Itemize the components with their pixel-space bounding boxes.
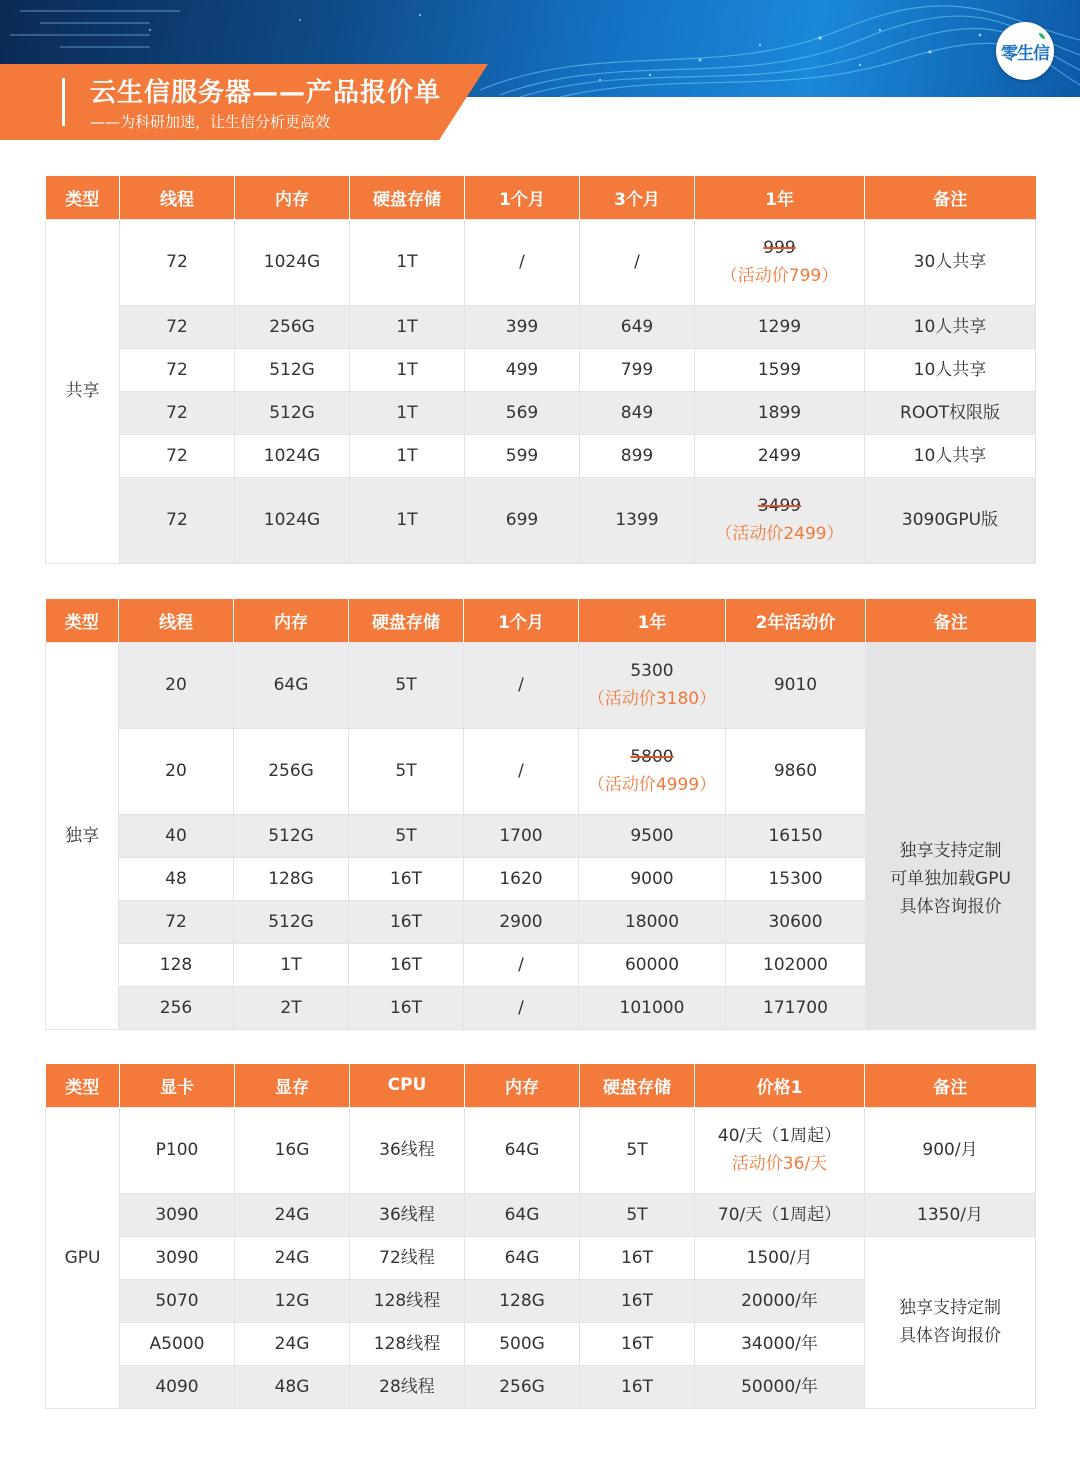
table-cell: 70/天（1周起）	[695, 1193, 865, 1236]
table-cell: 72	[120, 305, 235, 348]
page-subtitle: ——为科研加速，让生信分析更高效	[90, 113, 331, 131]
table-cell: 1500/月	[695, 1236, 865, 1279]
table-cell: 1700	[464, 814, 579, 857]
type-cell: 独享	[46, 642, 119, 1029]
table-cell: 1899	[695, 391, 865, 434]
table-cell: 256	[119, 986, 234, 1029]
table-cell: 72	[120, 434, 235, 477]
table-cell: 5070	[120, 1279, 235, 1322]
table-cell: 1399	[580, 477, 695, 563]
type-cell: 共享	[46, 219, 120, 563]
table-cell: 15300	[726, 857, 866, 900]
col-header: 显存	[235, 1064, 350, 1107]
table-cell: 16150	[726, 814, 866, 857]
original-price: 5800	[630, 747, 674, 767]
table-cell: 1299	[695, 305, 865, 348]
table-cell: 28线程	[350, 1365, 465, 1408]
col-header: 类型	[46, 176, 120, 219]
table-cell: 1T	[234, 943, 349, 986]
table-cell: 649	[580, 305, 695, 348]
col-header: CPU	[350, 1064, 465, 1107]
table-cell: 72	[120, 219, 235, 305]
table-header-row	[46, 176, 1036, 219]
table-row	[46, 434, 1036, 477]
table-cell: 171700	[726, 986, 866, 1029]
table-cell: 20	[119, 642, 234, 728]
table-cell: 9010	[726, 642, 866, 728]
table-cell: 899	[580, 434, 695, 477]
table-row	[46, 642, 1036, 728]
table-cell: 5T	[580, 1193, 695, 1236]
brand-logo	[996, 22, 1054, 80]
col-header: 3个月	[580, 176, 695, 219]
table-cell	[695, 219, 865, 305]
table-cell: 4090	[120, 1365, 235, 1408]
table-cell: 1T	[350, 219, 465, 305]
promo-price: （活动价4999）	[587, 775, 717, 795]
promo-price: （活动价3180）	[587, 689, 717, 709]
table-cell: 3090GPU版	[865, 477, 1036, 563]
table-cell: A5000	[120, 1322, 235, 1365]
table-cell: 569	[465, 391, 580, 434]
table-cell: 699	[465, 477, 580, 563]
table-cell	[695, 477, 865, 563]
table-cell: 10人共享	[865, 348, 1036, 391]
table-cell	[579, 642, 726, 728]
table-row	[46, 1193, 1036, 1236]
table-cell: 16T	[349, 900, 464, 943]
table-cell: 24G	[235, 1193, 350, 1236]
table-cell: 128线程	[350, 1322, 465, 1365]
promo-price: 活动价36/天	[731, 1154, 828, 1174]
table-cell: /	[464, 642, 579, 728]
table-cell: 10人共享	[865, 305, 1036, 348]
table-cell: 2T	[234, 986, 349, 1029]
table-row	[46, 728, 1036, 814]
table-cell: 2499	[695, 434, 865, 477]
table-header-row	[46, 1064, 1036, 1107]
promo-price: （活动价799）	[720, 266, 839, 286]
table-cell: 50000/年	[695, 1365, 865, 1408]
table-cell: 1024G	[235, 477, 350, 563]
col-header: 硬盘存储	[580, 1064, 695, 1107]
note-cell	[866, 728, 1036, 1029]
table-cell: 1T	[350, 348, 465, 391]
table-cell: 48G	[235, 1365, 350, 1408]
table-cell: 16G	[235, 1107, 350, 1193]
table-cell: 34000/年	[695, 1322, 865, 1365]
table-cell: 16T	[349, 943, 464, 986]
table-cell: 1T	[350, 305, 465, 348]
table-cell: ROOT权限版	[865, 391, 1036, 434]
table-cell: 1T	[350, 434, 465, 477]
table-cell: 24G	[235, 1236, 350, 1279]
col-header: 硬盘存储	[349, 599, 464, 642]
table-cell: 20000/年	[695, 1279, 865, 1322]
table-row	[46, 348, 1036, 391]
table-cell: 16T	[580, 1279, 695, 1322]
table-cell: 16T	[349, 857, 464, 900]
title-accent-bar	[62, 78, 65, 126]
original-price: 999	[763, 238, 796, 258]
table-cell: 256G	[234, 728, 349, 814]
table-row	[46, 219, 1036, 305]
col-header: 1个月	[465, 176, 580, 219]
col-header: 显卡	[120, 1064, 235, 1107]
table-cell: 128线程	[350, 1279, 465, 1322]
table-cell: 3090	[120, 1236, 235, 1279]
col-header: 价格1	[695, 1064, 865, 1107]
table-cell: /	[464, 728, 579, 814]
table-cell: 5T	[349, 642, 464, 728]
original-price: 3499	[757, 496, 802, 516]
table-cell: 36线程	[350, 1107, 465, 1193]
table-cell: /	[580, 219, 695, 305]
note-cell	[865, 1236, 1036, 1408]
table-cell: 500G	[465, 1322, 580, 1365]
col-header: 类型	[46, 599, 119, 642]
table-cell: 849	[580, 391, 695, 434]
table-cell: 399	[465, 305, 580, 348]
table-cell: /	[464, 986, 579, 1029]
table-cell: 9000	[579, 857, 726, 900]
table-cell: 512G	[235, 348, 350, 391]
table-cell: 72	[120, 348, 235, 391]
price: 40/天（1周起）	[717, 1126, 842, 1146]
table-cell: 20	[119, 728, 234, 814]
table-cell: 1T	[350, 391, 465, 434]
col-header: 1年	[579, 599, 726, 642]
table-cell: 48	[119, 857, 234, 900]
table-cell	[695, 1107, 865, 1193]
table-cell: 5T	[349, 814, 464, 857]
header-banner	[0, 0, 1080, 140]
col-header: 线程	[120, 176, 235, 219]
table-cell: /	[465, 219, 580, 305]
col-header: 硬盘存储	[350, 176, 465, 219]
original-price: 5300	[630, 661, 674, 681]
col-header: 1年	[695, 176, 865, 219]
type-cell: GPU	[46, 1107, 120, 1408]
table-cell: 72	[120, 391, 235, 434]
table-row	[46, 477, 1036, 563]
table-row	[46, 1236, 1036, 1279]
col-header: 2年活动价	[726, 599, 866, 642]
col-header: 内存	[465, 1064, 580, 1107]
table-cell: 256G	[235, 305, 350, 348]
table-cell: 18000	[579, 900, 726, 943]
promo-price: （活动价2499）	[715, 524, 844, 544]
table-cell: 1024G	[235, 434, 350, 477]
table-cell: 102000	[726, 943, 866, 986]
table-cell: 128G	[465, 1279, 580, 1322]
table-cell: 72	[120, 477, 235, 563]
table-cell: 30人共享	[865, 219, 1036, 305]
table-cell: 512G	[234, 814, 349, 857]
col-header: 内存	[234, 599, 349, 642]
gpu-price-table	[45, 1064, 1036, 1409]
page-title: 云生信服务器——产品报价单	[90, 78, 442, 108]
table-cell: 5T	[580, 1107, 695, 1193]
shared-price-table	[45, 176, 1036, 564]
exclusive-price-table	[45, 599, 1036, 1030]
table-cell: P100	[120, 1107, 235, 1193]
table-cell: /	[464, 943, 579, 986]
table-cell: 72线程	[350, 1236, 465, 1279]
table-cell: 512G	[234, 900, 349, 943]
table-cell: 60000	[579, 943, 726, 986]
col-header: 1个月	[464, 599, 579, 642]
table-cell: 499	[465, 348, 580, 391]
table-header-row	[46, 599, 1036, 642]
note-text: 独享支持定制 可单独加载GPU 具体咨询报价	[890, 840, 1011, 917]
table-cell: 101000	[579, 986, 726, 1029]
table-cell: 1T	[350, 477, 465, 563]
table-cell: 900/月	[865, 1107, 1036, 1193]
table-cell: 16T	[580, 1365, 695, 1408]
table-cell: 1599	[695, 348, 865, 391]
table-cell: 16T	[349, 986, 464, 1029]
table-cell: 72	[119, 900, 234, 943]
table-cell: 1024G	[235, 219, 350, 305]
table-cell: 1620	[464, 857, 579, 900]
table-cell: 599	[465, 434, 580, 477]
table-cell: 2900	[464, 900, 579, 943]
table-cell: 10人共享	[865, 434, 1036, 477]
table-cell: 3090	[120, 1193, 235, 1236]
table-row	[46, 305, 1036, 348]
table-cell: 128	[119, 943, 234, 986]
table-cell: 16T	[580, 1236, 695, 1279]
col-header: 内存	[235, 176, 350, 219]
table-cell: 5T	[349, 728, 464, 814]
table-cell: 799	[580, 348, 695, 391]
table-cell: 1350/月	[865, 1193, 1036, 1236]
brand-logo-text: 零生信	[1001, 43, 1049, 64]
table-cell: 36线程	[350, 1193, 465, 1236]
col-header: 类型	[46, 1064, 120, 1107]
col-header: 备注	[865, 1064, 1036, 1107]
col-header: 备注	[866, 599, 1036, 642]
table-cell: 64G	[465, 1236, 580, 1279]
empty-note-cell	[866, 642, 1036, 728]
table-row	[46, 1107, 1036, 1193]
col-header: 备注	[865, 176, 1036, 219]
table-cell: 30600	[726, 900, 866, 943]
table-cell: 256G	[465, 1365, 580, 1408]
table-cell: 16T	[580, 1322, 695, 1365]
table-row	[46, 391, 1036, 434]
table-cell: 64G	[465, 1193, 580, 1236]
table-cell: 24G	[235, 1322, 350, 1365]
table-cell: 64G	[465, 1107, 580, 1193]
col-header: 线程	[119, 599, 234, 642]
table-cell: 64G	[234, 642, 349, 728]
table-cell: 9860	[726, 728, 866, 814]
table-cell	[579, 728, 726, 814]
note-text: 独享支持定制 具体咨询报价	[899, 1298, 1001, 1346]
table-cell: 512G	[235, 391, 350, 434]
table-cell: 12G	[235, 1279, 350, 1322]
table-cell: 9500	[579, 814, 726, 857]
table-cell: 128G	[234, 857, 349, 900]
table-cell: 40	[119, 814, 234, 857]
